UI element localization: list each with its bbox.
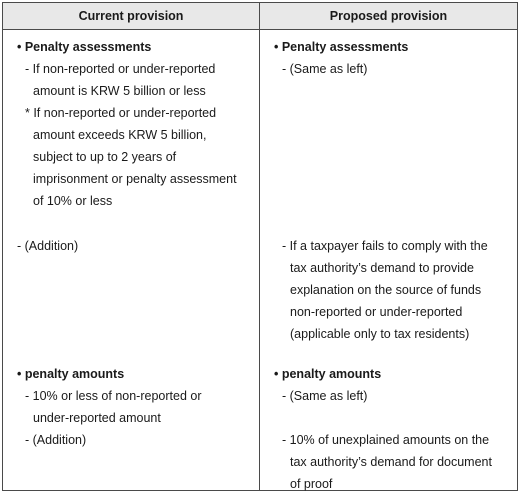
current-pa-line-4: amount exceeds KRW 5 billion,: [33, 128, 207, 142]
proposed-explanation-line-5: (applicable only to tax residents): [290, 327, 470, 341]
current-pa-line-3: * If non-reported or under-reported: [25, 106, 217, 120]
proposed-unexplained-line-2: tax authority’s demand for document: [290, 455, 492, 469]
proposed-penalty-amounts-heading: • penalty amounts: [274, 367, 382, 381]
current-pa-line-2: amount is KRW 5 billion or less: [33, 84, 206, 98]
proposed-explanation-line-1: - If a taxpayer fails to comply with the: [282, 239, 488, 253]
header-current-provision: Current provision: [3, 3, 260, 30]
proposed-explanation-line-2: tax authority’s demand to provide: [290, 261, 474, 275]
current-amt-line-1: - 10% or less of non-reported or: [25, 389, 202, 403]
proposed-provision-cell: [260, 30, 518, 491]
current-penalty-assessments-heading: • Penalty assessments: [17, 40, 152, 54]
current-pa-line-6: imprisonment or penalty assessment: [33, 172, 237, 186]
current-pa-line-1: - If non-reported or under-reported: [25, 62, 216, 76]
current-provision-cell: [3, 30, 260, 491]
proposed-explanation-line-4: non-reported or under-reported: [290, 305, 463, 319]
provision-comparison-table: [2, 2, 518, 491]
current-penalty-amounts-heading: • penalty amounts: [17, 367, 125, 381]
proposed-unexplained-line-1: - 10% of unexplained amounts on the: [282, 433, 490, 447]
proposed-unexplained-line-3: of proof: [290, 477, 333, 491]
proposed-explanation-line-3: explanation on the source of funds: [290, 283, 482, 297]
proposed-penalty-assessments-heading: • Penalty assessments: [274, 40, 409, 54]
current-pa-line-5: subject to up to 2 years of: [33, 150, 177, 164]
proposed-amt-same-as-left: - (Same as left): [282, 389, 368, 403]
header-proposed-provision: Proposed provision: [260, 3, 518, 30]
table-header-row: [3, 3, 518, 30]
current-addition-1: - (Addition): [17, 239, 79, 253]
current-addition-2: - (Addition): [25, 433, 87, 447]
proposed-pa-same-as-left: - (Same as left): [282, 62, 368, 76]
current-pa-line-7: of 10% or less: [33, 194, 113, 208]
current-amt-line-2: under-reported amount: [33, 411, 161, 425]
table-row: [3, 30, 518, 491]
